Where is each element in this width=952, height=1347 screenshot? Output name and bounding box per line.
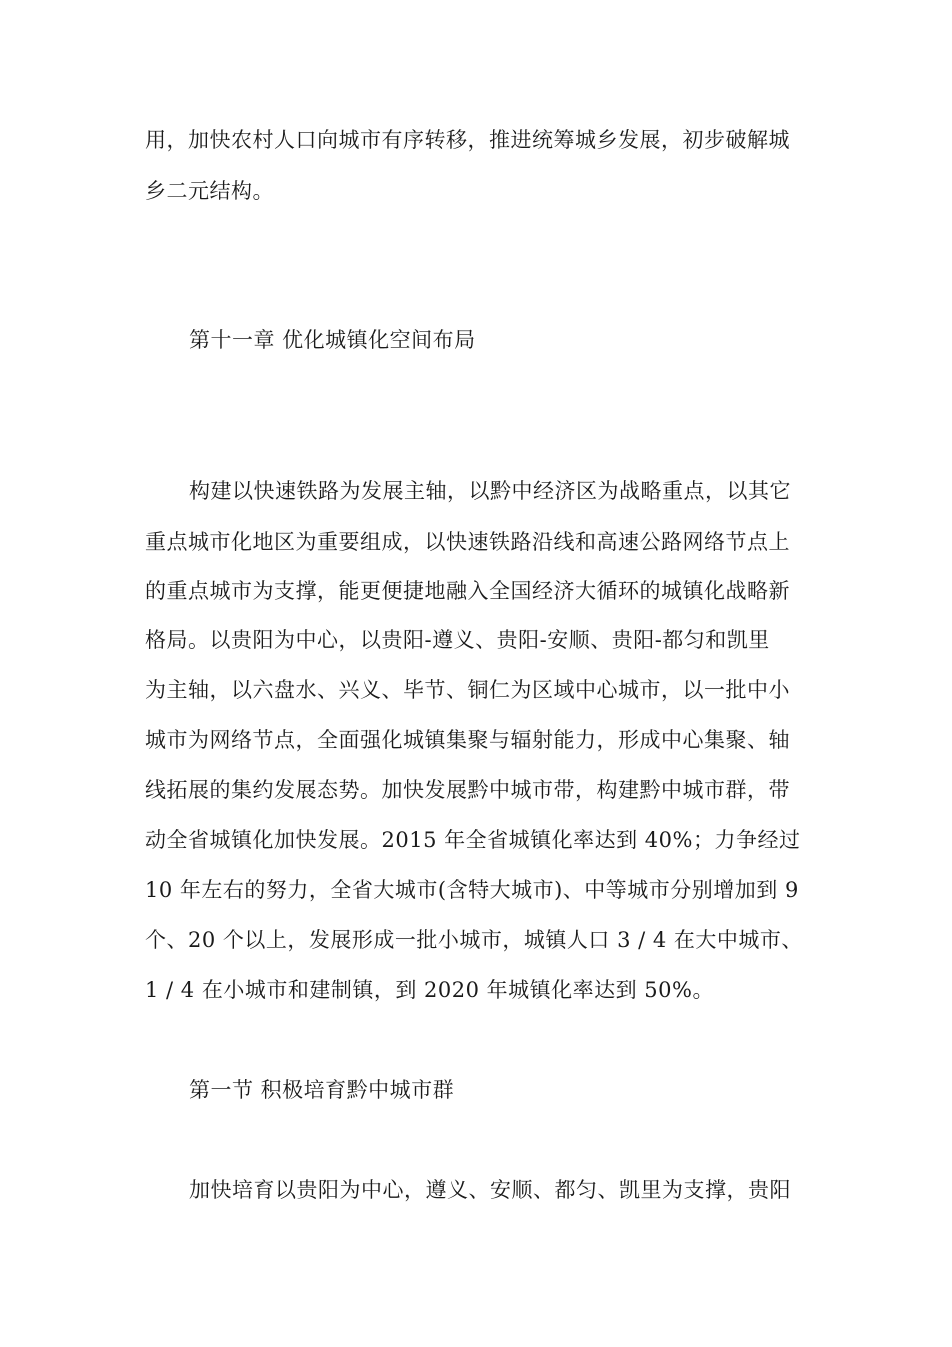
paragraph-line: 重点城市化地区为重要组成，以快速铁路沿线和高速公路网络节点上	[145, 530, 790, 554]
paragraph-line: 用，加快农村人口向城市有序转移，推进统筹城乡发展，初步破解城	[145, 128, 790, 152]
paragraph-line: 为主轴，以六盘水、兴义、毕节、铜仁为区域中心城市，以一批中小	[145, 678, 790, 702]
paragraph-line: 乡二元结构。	[145, 179, 274, 203]
paragraph-line: 的重点城市为支撑，能更便捷地融入全国经济大循环的城镇化战略新	[145, 579, 790, 603]
paragraph-line: 10 年左右的努力，全省大城市(含特大城市)、中等城市分别增加到 9	[145, 878, 799, 902]
paragraph-line: 构建以快速铁路为发展主轴，以黔中经济区为战略重点，以其它	[189, 479, 791, 503]
chapter-heading: 第十一章 优化城镇化空间布局	[189, 328, 476, 352]
paragraph-line: 格局。以贵阳为中心，以贵阳-遵义、贵阳-安顺、贵阳-都匀和凯里	[145, 628, 770, 652]
paragraph-line: 加快培育以贵阳为中心，遵义、安顺、都匀、凯里为支撑，贵阳	[189, 1178, 791, 1202]
paragraph-line: 城市为网络节点，全面强化城镇集聚与辐射能力，形成中心集聚、轴	[145, 728, 790, 752]
paragraph-line: 线拓展的集约发展态势。加快发展黔中城市带，构建黔中城市群，带	[145, 778, 790, 802]
paragraph-line: 动全省城镇化加快发展。2015 年全省城镇化率达到 40%；力争经过	[145, 828, 801, 852]
paragraph-line: 个、20 个以上，发展形成一批小城市，城镇人口 3 / 4 在大中城市、	[145, 928, 803, 952]
section-heading: 第一节 积极培育黔中城市群	[189, 1078, 455, 1102]
paragraph-line: 1 / 4 在小城市和建制镇，到 2020 年城镇化率达到 50%。	[145, 978, 714, 1002]
